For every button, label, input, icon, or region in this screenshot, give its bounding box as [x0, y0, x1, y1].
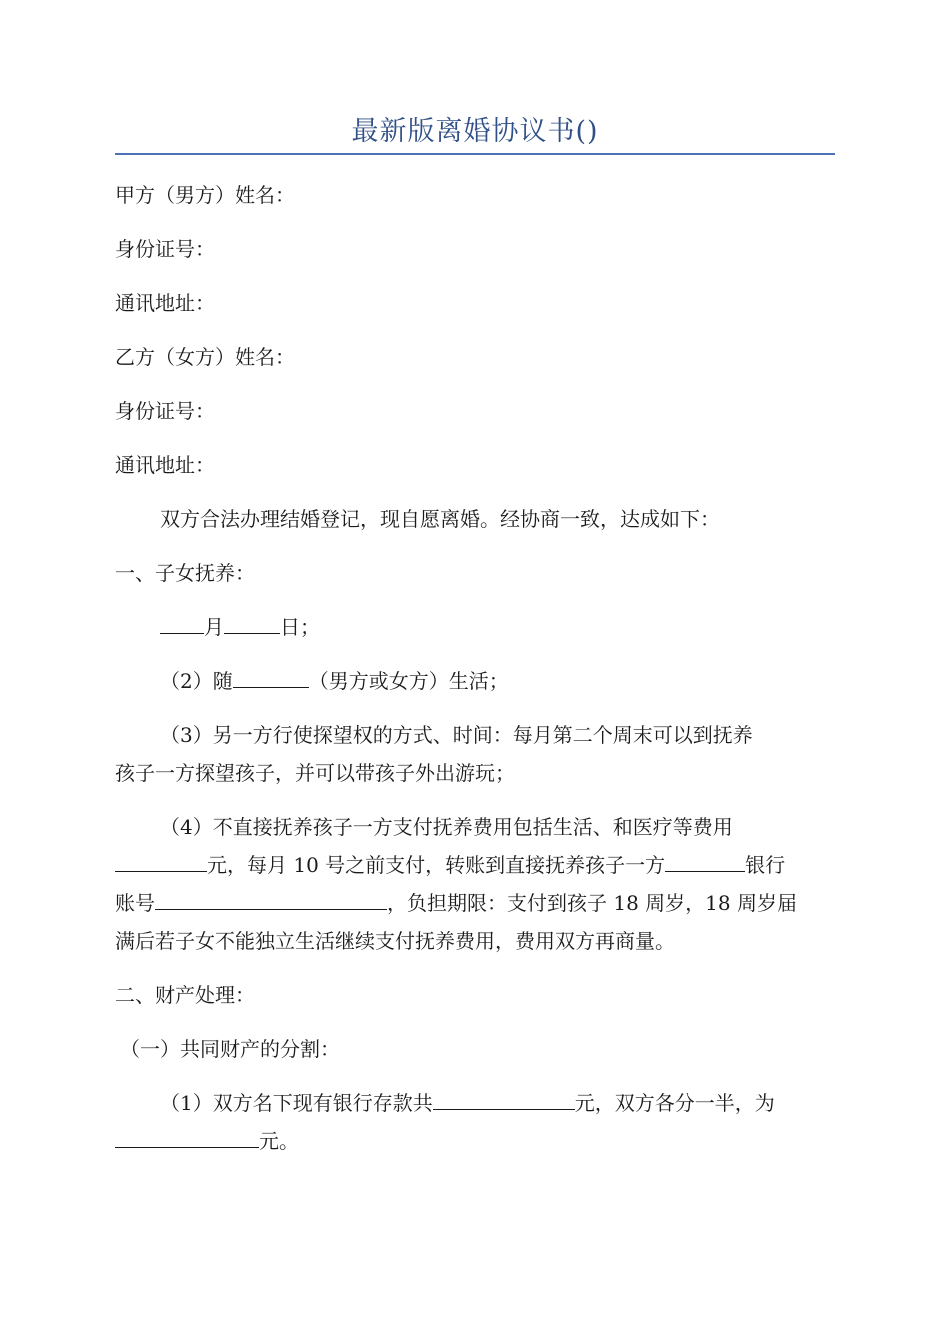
date-line: [160, 612, 835, 642]
property-item-1-line-1: [160, 1088, 835, 1118]
blank-line: [160, 613, 204, 634]
item-2-suffix: （男方或女方）生活；: [308, 669, 509, 693]
party-b-id-label: 身份证号：: [115, 399, 215, 423]
day-label: 日；: [280, 615, 320, 639]
item-4-line-4: 满后若子女不能独立生活继续支付抚养费用，费用双方再商量。: [115, 929, 675, 953]
subsection-1-heading: （一）共同财产的分割：: [120, 1037, 340, 1061]
intro-paragraph: 双方合法办理结婚登记，现自愿离婚。经协商一致，达成如下：: [160, 507, 720, 531]
section-1-heading: 一、子女抚养：: [115, 561, 255, 585]
blank-line: [155, 889, 387, 910]
item-4-text-b: 银行: [745, 853, 786, 877]
document-title: 最新版离婚协议书(): [351, 116, 599, 147]
item-4-line-3: [115, 888, 835, 918]
blank-line: [433, 1089, 575, 1110]
item-4-line-2: [115, 850, 835, 880]
blank-line: [665, 851, 745, 872]
party-b-name-label: 乙方（女方）姓名：: [115, 345, 295, 369]
title-underline: [115, 153, 835, 155]
item-4-account-label: 账号: [115, 891, 155, 915]
party-a-address-label: 通讯地址：: [115, 291, 215, 315]
month-label: 月: [204, 615, 224, 639]
item-4-line-1: （4）不直接抚养孩子一方支付抚养费用包括生活、和医疗等费用: [160, 815, 733, 839]
item-4-term-text: ，负担期限：支付到孩子 18 周岁，18 周岁届: [387, 891, 797, 915]
party-a-name-label: 甲方（男方）姓名：: [115, 183, 295, 207]
property-item-1-line-2: [115, 1126, 835, 1156]
party-a-id-label: 身份证号：: [115, 237, 215, 261]
blank-line: [233, 667, 309, 688]
party-b-address-label: 通讯地址：: [115, 453, 215, 477]
property-item-1-text-b: 元，双方各分一半，为: [574, 1091, 775, 1115]
blank-line: [115, 851, 207, 872]
blank-line: [115, 1127, 259, 1148]
property-item-1-text-c: 元。: [259, 1129, 299, 1153]
item-3-line-1: （3）另一方行使探望权的方式、时间：每月第二个周末可以到抚养: [160, 723, 753, 747]
item-3-line-2: 孩子一方探望孩子，并可以带孩子外出游玩；: [115, 761, 515, 785]
item-2-prefix: （2）随: [160, 669, 233, 693]
item-2-line: [160, 666, 835, 696]
item-4-text-a: 元，每月 10 号之前支付，转账到直接抚养孩子一方: [207, 853, 666, 877]
section-2-heading: 二、财产处理：: [115, 983, 255, 1007]
blank-line: [224, 613, 280, 634]
property-item-1-text-a: （1）双方名下现有银行存款共: [160, 1091, 433, 1115]
